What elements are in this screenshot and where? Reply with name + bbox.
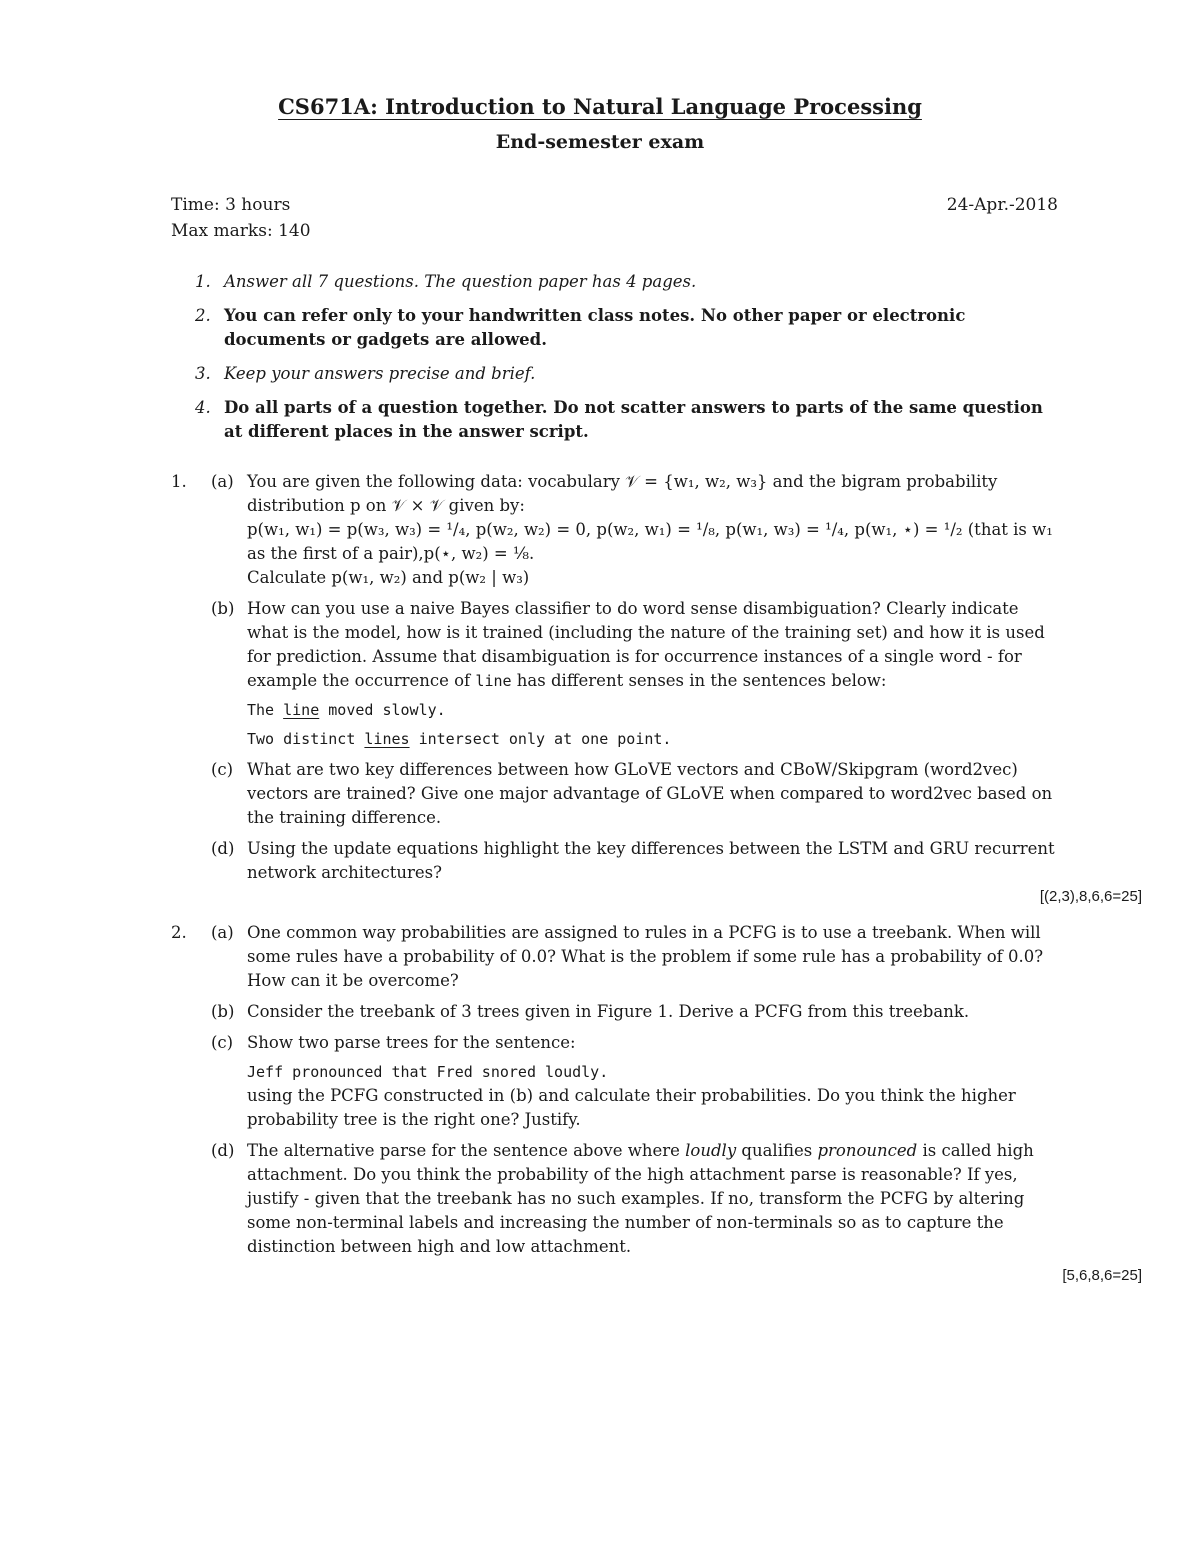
part-text: Show two parse trees for the sentence: — [247, 1033, 576, 1052]
part-text — [247, 597, 1059, 693]
part-label: (b) — [211, 1002, 235, 1021]
page-subtitle: End-semester exam — [495, 131, 705, 153]
part-label: (d) — [211, 839, 235, 858]
part-label: (c) — [211, 760, 234, 779]
exam-meta — [171, 192, 311, 244]
question-1-marks: [(2,3),8,6,6=25] — [1039, 888, 1142, 905]
example-sentence: Jeff pronounced that Fred snored loudly. — [247, 1063, 609, 1081]
part-text: You are given the following data: vocabulary 𝒱 = {w₁, w₂, w₃} and the bigram probability distribution p on 𝒱 × 𝒱 given by: — [247, 472, 998, 515]
part-text-body: qualifies — [736, 1141, 818, 1160]
instruction-text: Do all parts of a question together. Do not scatter answers to parts of the same question at different places in the answer script. — [224, 398, 1043, 441]
emphasis-word: loudly — [685, 1141, 737, 1160]
instructions-list — [195, 270, 1059, 454]
part-text-body: The alternative parse for the sentence above where — [247, 1141, 686, 1160]
question-part-b — [171, 597, 1059, 751]
instruction-item — [195, 396, 1059, 444]
question-part-a — [171, 921, 1059, 993]
example-text: moved slowly. — [319, 701, 446, 719]
question-1 — [171, 470, 1059, 892]
question-number: 1. — [171, 472, 187, 491]
question-number: 2. — [171, 923, 187, 942]
emphasis-word: pronounced — [817, 1141, 918, 1160]
part-label: (c) — [211, 1033, 234, 1052]
part-text-tail: has different senses in the sentences below: — [516, 671, 887, 690]
question-part-d — [171, 1139, 1059, 1259]
part-text-body: is called high attachment. Do you think the probability of the high attachment parse is reasonable? If yes, justify - given that the treebank has no such examples. If no, transform the PCFG by altering some non-terminal labels and increasing the number of non-terminals so as to capture the distinction between high and low attachment. — [247, 1141, 1034, 1256]
instruction-item — [195, 270, 1059, 294]
example-text: Two distinct — [247, 730, 365, 748]
exam-date: 24-Apr.-2018 — [946, 195, 1058, 215]
part-label: (d) — [211, 1141, 235, 1160]
instruction-item — [195, 304, 1059, 352]
example-underlined: line — [283, 701, 320, 719]
part-text-body: How can you use a naive Bayes classifier to do word sense disambiguation? Clearly indicate what is the model, how is it trained (including the nature of the training set) and how it is used for prediction. Assume that disambiguation is for occurrence instances of a single word - for example the occurrence of — [247, 599, 1045, 690]
question-part-c — [171, 1031, 1059, 1132]
example-sentence-1 — [247, 698, 1059, 722]
probability-values: p(w₁, w₁) = p(w₃, w₃) = ¹/₄, p(w₂, w₂) = 0, p(w₂, w₁) = ¹/₈, p(w₁, w₃) = ¹/₄, p(w₁, ⋆) = ¹/₂ (that is w₁ as the first of a pair),p(⋆, w₂) = ¹⁄₈. — [247, 520, 1053, 563]
part-task: Calculate p(w₁, w₂) and p(w₂ | w₃) — [247, 568, 530, 587]
part-text — [247, 1139, 1059, 1259]
code-word: line — [475, 672, 512, 690]
part-text: What are two key differences between how GLoVE vectors and CBoW/Skipgram (word2vec) vectors are trained? Give one major advantage of GLoVE when compared to word2vec based on the training difference. — [247, 760, 1053, 827]
page-title — [0, 92, 1200, 122]
exam-time: Time: 3 hours — [171, 195, 291, 215]
part-text: Consider the treebank of 3 trees given in Figure 1. Derive a PCFG from this treebank. — [247, 1002, 970, 1021]
example-text: The — [247, 701, 284, 719]
instruction-number: 1. — [195, 272, 211, 291]
question-part-b — [171, 1000, 1059, 1024]
question-part-a — [171, 470, 1059, 590]
question-part-d — [171, 837, 1059, 885]
question-part-c — [171, 758, 1059, 830]
question-2 — [171, 921, 1059, 1266]
example-sentence-2 — [247, 727, 1059, 751]
instruction-number: 3. — [195, 364, 211, 383]
instruction-number: 4. — [195, 398, 211, 417]
title-text: CS671A: Introduction to Natural Language Processing — [278, 94, 922, 119]
part-text: One common way probabilities are assigned to rules in a PCFG is to use a treebank. When will some rules have a probability of 0.0? What is the problem if some rule has a probability of 0.0? How can it be overcome? — [247, 923, 1044, 990]
question-2-marks: [5,6,8,6=25] — [1062, 1267, 1142, 1284]
instruction-number: 2. — [195, 306, 211, 325]
exam-max-marks: Max marks: 140 — [171, 221, 311, 241]
example-underlined: lines — [364, 730, 410, 748]
part-text: Using the update equations highlight the key differences between the LSTM and GRU recurrent network architectures? — [247, 839, 1055, 882]
example-text: intersect only at one point. — [409, 730, 672, 748]
instruction-text: Keep your answers precise and brief. — [224, 364, 536, 383]
part-label: (b) — [211, 599, 235, 618]
part-label: (a) — [211, 923, 234, 942]
part-text-continued: using the PCFG constructed in (b) and calculate their probabilities. Do you think the higher probability tree is the right one? Justify. — [247, 1086, 1016, 1129]
instruction-item — [195, 362, 1059, 386]
part-label: (a) — [211, 472, 234, 491]
instruction-text: You can refer only to your handwritten class notes. No other paper or electronic documents or gadgets are allowed. — [224, 306, 966, 349]
instruction-text: Answer all 7 questions. The question paper has 4 pages. — [224, 272, 697, 291]
